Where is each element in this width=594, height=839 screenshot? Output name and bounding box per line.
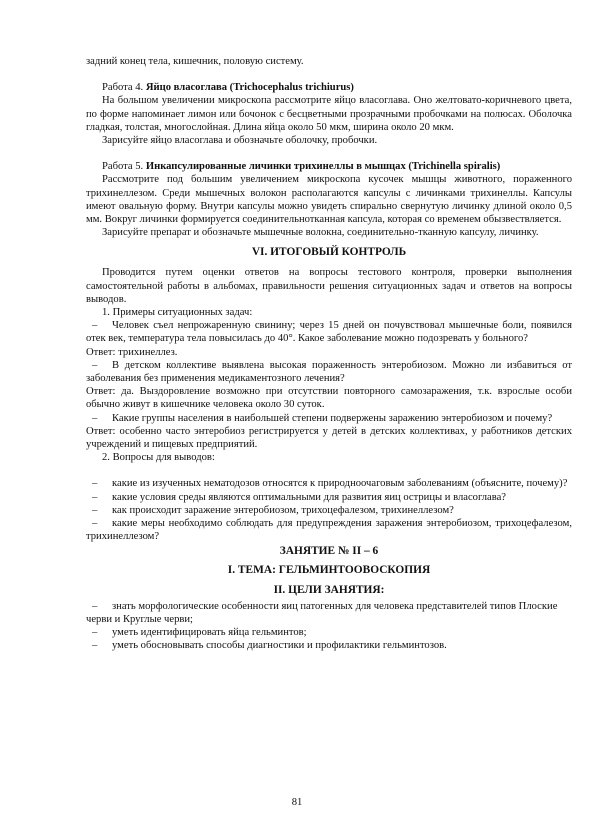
dash-bullet: –	[92, 600, 98, 612]
work4-title	[86, 81, 572, 94]
conclusion-question-text: какие меры необходимо соблюдать для предупреждения заражения энтеробиозом, трихоцефалезом, трихинеллезом?	[86, 518, 572, 543]
dash-bullet: –	[92, 640, 98, 652]
conclusion-question-2	[86, 491, 572, 504]
dash-bullet: –	[92, 504, 98, 516]
lesson-theme: I. ТЕМА: ГЕЛЬМИНТООВОСКОПИЯ	[227, 563, 431, 576]
work5-heading: Инкапсулированные личинки трихинеллы в мышцах (Trichinella spiralis)	[145, 161, 501, 173]
lesson-title: ЗАНЯТИЕ № II – 6	[279, 544, 379, 557]
conclusion-question-4	[86, 517, 572, 543]
dash-bullet: –	[92, 412, 98, 424]
goal-item-3	[86, 639, 572, 652]
work5-description: Рассмотрите под большим увеличением микроскопа кусочек мышцы животного, пораженного трихинеллезом. Среди мышечных волокон располагаются капсулы с личинками трихинеллы. Капсулы имеют овальную форму. Внутри капсулы можно увидеть спирально свернутую личинку длиной около 0,5 мм. Вокруг личинки формируется соединительнотканная капсула, которая со временем обызвествляется.	[86, 174, 572, 226]
task-answer-3: Ответ: особенно часто энтеробиоз регистрируется у детей в детских коллективах, у работников детских учреждений и пищевых предприятий.	[86, 425, 572, 451]
dash-bullet: –	[92, 359, 98, 371]
task-question-1	[86, 319, 572, 345]
task-question-text: В детском коллективе выявлена высокая пораженность энтеробиозом. Можно ли избавиться от заболевания без применения медикаментозного лечения?	[86, 359, 572, 385]
task-question-text: Какие группы населения в наибольшей степени подвержены заражению энтеробиозом и почему?	[112, 412, 553, 424]
page-number: 81	[291, 797, 303, 808]
goal-item-1	[86, 600, 572, 626]
lesson-goals-heading: II. ЦЕЛИ ЗАНЯТИЯ:	[273, 583, 385, 596]
task-question-text: Человек съел непрожаренную свинину; через 15 дней он почувствовал мышечные боли, появился отек век, температура тела повысилась до 40°. Какое заболевание можно подозревать у больного?	[86, 320, 572, 345]
work4-instruction: Зарисуйте яйцо власоглава и обозначьте оболочку, пробочки.	[102, 135, 378, 147]
examples-title: 1. Примеры ситуационных задач:	[102, 307, 253, 319]
goal-text: знать морфологические особенности яиц патогенных для человека представителей типов Плоские черви и Круглые черви;	[86, 600, 558, 625]
work5-instruction: Зарисуйте препарат и обозначьте мышечные волокна, соединительно-тканную капсулу, личинку.	[102, 227, 539, 239]
goal-text: уметь идентифицировать яйца гельминтов;	[112, 626, 307, 638]
conclusion-question-text: какие из изученных нематодозов относятся к природноочаговым заболеваниям (объясните, почему)?	[112, 478, 568, 490]
section-heading-control: VI. ИТОГОВЫЙ КОНТРОЛЬ	[251, 246, 407, 259]
goal-text: уметь обосновывать способы диагностики и профилактики гельминтозов.	[112, 640, 447, 652]
work4-prefix: Работа 4.	[102, 82, 146, 94]
goal-item-2	[86, 626, 572, 639]
task-answer-1: Ответ: трихинеллез.	[86, 346, 178, 358]
work4-heading: Яйцо власоглава (Trichocephalus trichiurus)	[145, 82, 354, 94]
task-answer-2: Ответ: да. Выздоровление возможно при отсутствии повторного самозаражения, т.к. взрослые особи обычно живут в кишечнике человека около 30 суток.	[86, 386, 572, 411]
work5-title	[86, 160, 572, 173]
questions-title: 2. Вопросы для выводов:	[102, 452, 215, 464]
conclusion-question-3	[86, 504, 572, 517]
dash-bullet: –	[92, 478, 98, 490]
conclusion-question-text: как происходит заражение энтеробиозом, трихоцефалезом, трихинеллезом?	[112, 504, 454, 516]
conclusion-question-1	[86, 477, 572, 490]
task-question-2	[86, 359, 572, 385]
work4-description: На большом увеличении микроскопа рассмотрите яйцо власоглава. Оно желтовато-коричневого цвета, по форме напоминает лимон или бочонок с бесцветными прозрачными пробочками на полюсах. Оболочка гладкая, толстая, многослойная. Длина яйца около 50 мкм, ширина около 20 мкм.	[86, 95, 572, 133]
page-body	[86, 55, 572, 652]
conclusion-question-text: какие условия среды являются оптимальными для развития яиц острицы и власоглава?	[112, 491, 507, 503]
dash-bullet: –	[92, 518, 98, 530]
text-continuation: задний конец тела, кишечник, половую систему.	[86, 56, 304, 67]
dash-bullet: –	[92, 491, 98, 503]
dash-bullet: –	[92, 626, 98, 638]
work5-prefix: Работа 5.	[102, 161, 146, 173]
control-intro: Проводится путем оценки ответов на вопросы тестового контроля, проверки выполнения самостоятельной работы в альбомах, правильности решения ситуационных задач и ответов на вопросы выводов.	[86, 267, 572, 305]
task-question-3	[86, 412, 572, 425]
dash-bullet: –	[92, 320, 98, 332]
